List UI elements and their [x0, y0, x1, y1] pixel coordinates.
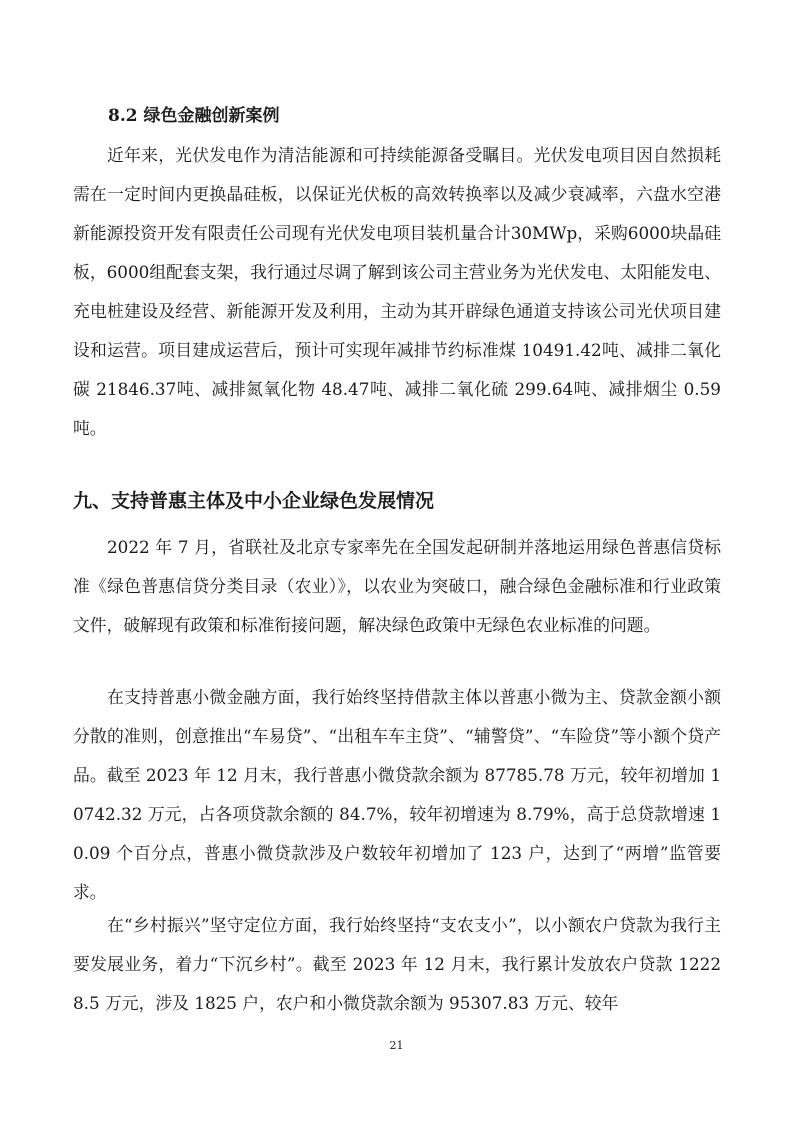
- chapter-paragraph-1: 2022 年 7 月，省联社及北京专家率先在全国发起研制并落地运用绿色普惠信贷标准《绿色普惠信贷分类目录（农业）》，以农业为突破口，融合绿色金融标准和行业政策文件，破解现有政策和标准衔接问题，解决绿色政策中无绿色农业标准的问题。: [73, 537, 721, 635]
- page-number: 21: [389, 1039, 404, 1052]
- chapter-paragraph-2: 在支持普惠小微金融方面，我行始终坚持借款主体以普惠小微为主、贷款金额小额分散的准则，创意推出“车易贷”、“出租车车主贷”、“辅警贷”、“车险贷”等小额个贷产品。截至 2023 年 12 月末，我行普惠小微贷款余额为 87785.78 万元，较年初增加 10742.32 万元，占各项贷款余额的 84.7%，较年初增速为 8.79%，高于总贷款增速 10.09 个百分点，普惠小微贷款涉及户数较年初增加了 123 户，达到了“两增”监管要求。: [73, 687, 721, 902]
- chapter-paragraph-3: 在“乡村振兴”坚守定位方面，我行始终坚持“支农支小”，以小额农户贷款为我行主要发展业务，着力“下沉乡村”。截至 2023 年 12 月末，我行累计发放农户贷款 12228.5 万元，涉及 1825 户，农户和小微贷款余额为 95307.83 万元、较年: [73, 915, 721, 1013]
- section-paragraph: 近年来，光伏发电作为清洁能源和可持续能源备受瞩目。光伏发电项目因自然损耗需在一定时间内更换晶硅板，以保证光伏板的高效转换率以及减少衰减率，六盘水空港新能源投资开发有限责任公司现有光伏发电项目装机量合计30MWp，采购6000块晶硅板，6000组配套支架，我行通过尽调了解到该公司主营业务为光伏发电、太阳能发电、充电桩建设及经营、新能源开发及利用，主动为其开辟绿色通道支持该公司光伏项目建设和运营。项目建成运营后，预计可实现年减排节约标准煤 10491.42吨、减排二氧化碳 21846.37吨、减排氮氧化物 48.47吨、减排二氧化硫 299.64吨、减排烟尘 0.59吨。: [73, 145, 721, 438]
- chapter-heading: 九、支持普惠主体及中小企业绿色发展情况: [73, 490, 435, 512]
- section-heading: 8.2 绿色金融创新案例: [108, 106, 280, 126]
